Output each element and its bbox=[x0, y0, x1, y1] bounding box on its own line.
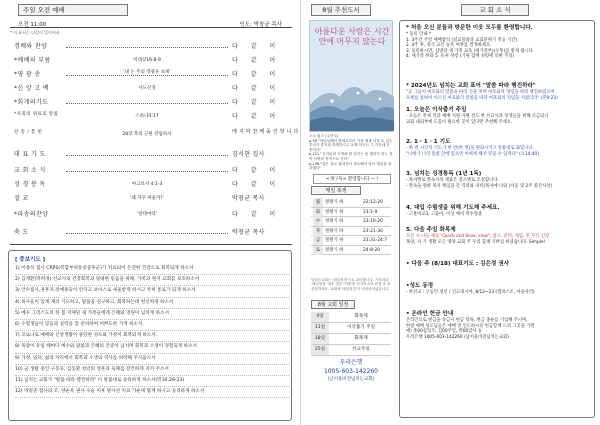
order-detail bbox=[66, 194, 228, 204]
news-heading: 교 회 소 식 bbox=[461, 4, 529, 16]
bible-chapter: 23:21-30 bbox=[363, 228, 383, 234]
standing-note: * 이 표시는 다같이 일어서서 bbox=[10, 30, 60, 35]
news-title: 3. 넘치는 성경통독 (1년 1독) bbox=[406, 171, 482, 177]
news-item bbox=[406, 261, 592, 268]
schedule-list bbox=[311, 312, 391, 356]
schedule-event: 화목제 bbox=[354, 314, 368, 319]
order-name: 경배와 찬양 bbox=[14, 43, 48, 50]
news-title: 4. 대입 수험생을 위해 기도해 주세요. bbox=[406, 205, 500, 211]
schedule-row bbox=[311, 334, 391, 345]
book-cover bbox=[309, 20, 393, 132]
news-line: - 목자별로 완독자의 제출은 장소별로 조정합니다. bbox=[406, 178, 499, 183]
news-line: 교회 내외부에 도움이 필요한 곳이 있다면 추천해 주세요. bbox=[406, 119, 513, 125]
order-responsible: 김서현 집사 bbox=[232, 151, 265, 158]
dotted-leader bbox=[66, 75, 228, 76]
order-name: *신 앙 고 백 bbox=[14, 85, 50, 92]
order-row bbox=[10, 84, 292, 94]
bible-chapter: 23:10-20 bbox=[363, 219, 383, 224]
dotted-leader bbox=[66, 103, 228, 104]
prayer-item: 6) 수험생들이 믿음과 실력을 잘 준비하여 어쁘도한 가게 하소서. bbox=[15, 320, 289, 331]
book-desc-line: 스오·홍스 (주현도) bbox=[309, 134, 339, 138]
order-detail-text: 사도신경 bbox=[135, 86, 158, 91]
order-detail-text: 역대상16:8-9 bbox=[130, 58, 164, 63]
news-line: - 오늘은 무제 일과 예배 지원 자원 전도 한 선교사과 성경들을 위해 조금되니 bbox=[406, 114, 549, 119]
dotted-leader bbox=[66, 171, 228, 172]
daily-bible-row bbox=[311, 217, 391, 227]
order-row bbox=[10, 180, 292, 190]
right-page bbox=[300, 0, 600, 425]
daily-bible-note: 넘치는교회는 '매일성경'으로 큐티합니다. 가정마다 '매일성경' 'QT' 정음 '어떻게' 자기마스터 비결 다 표 신청하세요. 교회에 '매일성경'이 비치되어있습니다. bbox=[311, 278, 391, 291]
news-item bbox=[406, 25, 592, 60]
order-responsible: 다 같 이 bbox=[232, 57, 281, 64]
order-detail bbox=[66, 56, 228, 66]
bank-name: 우리은행 bbox=[339, 359, 363, 366]
news-line: 예) 홍00십일조, 김00주일, 박00감사 등 bbox=[406, 329, 483, 335]
news-title: 1. 오늘은 이삭줍기 주일 bbox=[406, 107, 467, 113]
order-name: 축 도 bbox=[14, 229, 29, 236]
order-row bbox=[10, 166, 292, 176]
order-row bbox=[10, 210, 292, 220]
book-description bbox=[309, 134, 393, 171]
order-name: 성 경 봉 독 bbox=[14, 181, 46, 188]
news-line: 한참 예배 성도님들은 예배 전 인도하시길 헌금할께 드려 그곳을 가면 bbox=[406, 323, 535, 329]
news-line: 모신 시 나눌 새를 "Quick and Slow, slow", 참고, 준비, 게임, 전 꾸신 긴장 bbox=[406, 234, 550, 239]
daily-bible-row bbox=[311, 246, 391, 256]
daily-bible-row bbox=[311, 236, 391, 246]
order-detail bbox=[66, 130, 228, 140]
order-responsible: 다 같 이 bbox=[232, 211, 281, 218]
dotted-leader bbox=[66, 47, 228, 48]
order-row bbox=[10, 56, 292, 66]
order-responsible: 다 같 이 bbox=[232, 43, 281, 50]
church-news bbox=[399, 20, 595, 418]
order-name: 설 교 bbox=[14, 195, 29, 202]
bible-book: 열왕기 하 bbox=[325, 200, 344, 205]
order-name: 대 표 기 도 bbox=[14, 151, 46, 158]
order-detail-text: 스바냐3:17 bbox=[132, 114, 161, 119]
prayer-item: 7) 코로나로 예배와 신앙생활이 중단한 성도와 가정이 회복되게 하소서. bbox=[15, 331, 289, 342]
news-title: • 다음 주 (8/18) 대표기도 : 김은정 권사 bbox=[406, 261, 510, 267]
prayer-item: 9) 가정, 일터, 삶의 자리에서 회복과 소생의 역사를 허락해 주시옵소서 bbox=[15, 354, 289, 365]
daily-bible-row bbox=[311, 198, 391, 208]
prayer-box bbox=[8, 250, 292, 421]
news-line: 1. 3주간 주일 예배참석 (설교말씀과 교회분위기 적응 기간) bbox=[406, 37, 518, 43]
divider bbox=[10, 27, 292, 28]
books-heading: 8월 추천도서 bbox=[311, 4, 371, 16]
order-row bbox=[10, 42, 292, 52]
bible-chapter: 23:31-24:7 bbox=[363, 238, 388, 243]
schedule-row bbox=[311, 323, 391, 334]
prayer-title: [ 중보기도 ] bbox=[15, 257, 46, 263]
order-detail-text: '달테마라' bbox=[134, 212, 160, 217]
divider bbox=[10, 244, 292, 245]
order-name: *사죄의 위로의 말씀 bbox=[14, 112, 59, 117]
news-item bbox=[406, 171, 592, 189]
news-line: 목양, 사 가 생활 모든 영양 교회 주 우리 함께 기쁘심 하셨습니다. Simple! bbox=[406, 239, 546, 245]
news-item bbox=[406, 107, 592, 125]
order-row bbox=[10, 228, 292, 238]
prayer-item: 10) 군 생활 중인 구동욱, 김동환 청년의 영혼과 육체를 강건하게 지켜 주소서 bbox=[15, 365, 289, 376]
order-detail bbox=[66, 112, 228, 122]
service-leader: 인도: 박창균 목사 bbox=[239, 22, 282, 28]
news-line: 3. 등록하시면, 심방과 새 가족 교육 (새가족부)(오후)를 받게 됩니다. bbox=[406, 48, 535, 54]
schedule-date: 18일 bbox=[311, 334, 329, 344]
news-line: 4. 새가족 부와 5. 유져 성령 (기원 함께 성령에 의한 주의) bbox=[406, 54, 515, 60]
news-line: 2. 4주 후, 정식 교인 등록 여부를 결정하세요. bbox=[406, 43, 492, 49]
bible-day: 목 bbox=[313, 227, 323, 236]
daily-bible-list bbox=[311, 198, 391, 255]
daily-bible-title: 매일 복생 bbox=[311, 186, 361, 195]
news-item bbox=[406, 205, 592, 218]
order-name: 교 회 소 식 bbox=[14, 167, 46, 174]
prayer-item: 11) 넘치는 교회가 "말씀 따라 행진하라" 이 말씀대로 승리하게 하소서(민10:29-23) bbox=[15, 376, 289, 387]
dotted-leader bbox=[66, 155, 228, 156]
order-detail bbox=[66, 84, 228, 94]
news-line: 모세를 통하여 이르신 여호와의 말씀을 따라 여호와의 직임을 지켰더라" (민9:23) bbox=[406, 95, 558, 101]
service-time: 오전 11:00 bbox=[18, 22, 47, 28]
news-line: - 한 번 시간의 기도가 한 번(한 번)을 변화시키고 말씀대로 화합니다. bbox=[406, 146, 534, 151]
order-name: *영 광 송 bbox=[14, 71, 41, 78]
schedule-event: 화목제 bbox=[354, 336, 368, 341]
order-row bbox=[10, 98, 292, 108]
bible-day: 수 bbox=[313, 217, 323, 226]
bible-day: 화 bbox=[313, 208, 323, 217]
order-name: *예배의 부름 bbox=[14, 57, 51, 64]
schedule-event: 선교주일 bbox=[352, 347, 370, 352]
schedule-row bbox=[311, 345, 391, 356]
order-responsible: 다 같 이 bbox=[232, 181, 281, 188]
book-desc-line: p.196 "살은 살로 잘라준다 중요해서 살아 계십을 알 하였다" bbox=[309, 161, 392, 171]
news-item bbox=[406, 83, 592, 101]
order-row bbox=[10, 194, 292, 204]
order-responsible: 박창균 목사 bbox=[232, 229, 265, 236]
book-caption: <재구독> 환영합니다 ~ ! bbox=[313, 174, 391, 184]
schedule-row bbox=[311, 312, 391, 323]
daily-bible-row bbox=[311, 208, 391, 218]
prayer-item: 2) 김재환(박희정) 선교사의 건강회복과 당대한 믿음을 위해, 가족과 현지 교회를 보호하소서 bbox=[15, 275, 289, 286]
dotted-leader bbox=[66, 233, 228, 234]
order-responsible: 다 같 이 bbox=[232, 99, 281, 106]
bible-chapter: 22:12-20 bbox=[363, 200, 383, 205]
news-line: "너희가 너의 말씀 안에 있으면 어찌게 해서 믿을 수 있게다" (요14:40) bbox=[406, 151, 539, 157]
daily-bible-row bbox=[311, 227, 391, 237]
prayer-item: 12) 박길준 집사의 모, 양순옥 권사 수술 이후 방사선 치료 가운데 함께 하시고 승리하게 하소서 bbox=[15, 387, 289, 398]
news-item bbox=[406, 283, 592, 296]
order-name: 찬 송 / 봉 헌 bbox=[14, 130, 43, 135]
wave-illustration bbox=[310, 75, 394, 131]
bible-chapter: 24:8-20 bbox=[363, 247, 381, 253]
order-detail bbox=[66, 70, 228, 75]
order-name: *회개의기도 bbox=[14, 99, 49, 106]
news-title: 5. 다음 주일 화목제 bbox=[406, 227, 456, 233]
book-desc-line: p.58 "하나님께서 창세로부터 가장 영광 다울 수 있는 우리가 즐거워 하게하시고 교제 하시는 그 가운데 순종이다" bbox=[309, 138, 393, 152]
news-line: * 등록 안내 * bbox=[406, 32, 431, 37]
order-name: *파송의찬양 bbox=[14, 211, 49, 218]
bible-day: 금 bbox=[313, 236, 323, 245]
order-detail-text: 야고보서 4:1-3 bbox=[129, 182, 166, 187]
news-title: • 온라인 헌금 안내 bbox=[406, 311, 454, 317]
prayer-item: 8) 목장이 유일 때마다 예수와 말씀과 은혜의 간증이 넘치며 회복과 소생이 경험되게 하소서 bbox=[15, 342, 289, 353]
prayer-item: 4) 목사들이 있게 계리 기도하고, 말씀을 연구하고, 회복하는데 헌신하게 하소서 bbox=[15, 298, 289, 309]
order-row bbox=[10, 112, 292, 122]
news-line: 우리은행 1005-603-142260 (남서울비전넘치는교회) bbox=[406, 334, 509, 340]
news-title: * 처음 오신 분들과 방문한 이웃 모두를 환영합니다. bbox=[406, 25, 533, 31]
schedule-date: 4일 bbox=[311, 312, 329, 322]
worship-title: 주일 오전 예배 bbox=[18, 4, 128, 16]
bible-book: 열왕기 하 bbox=[325, 247, 344, 253]
news-item bbox=[406, 311, 592, 340]
prayer-item: 5) 예수 그리스도의 한 몸 지체된 새 가족들에게 은혜와 영원이 넘치게 하소서 bbox=[15, 309, 289, 320]
order-detail-text: '왜 자꾸 싸울까?' bbox=[127, 196, 167, 201]
order-responsible: 다 같 이 bbox=[232, 85, 281, 92]
schedule-event: 이삭줍기 주일 bbox=[346, 325, 376, 330]
order-row bbox=[10, 129, 299, 140]
order-responsible: 매 지 막 찬 께 돌 린 학 니 다 bbox=[232, 129, 299, 135]
bank-account: 1005-603-142260 bbox=[324, 368, 378, 375]
news-item bbox=[406, 139, 592, 157]
order-detail-text: '내 논 주의 영광을 보세' bbox=[120, 70, 173, 75]
order-row bbox=[10, 70, 292, 80]
order-detail-text: 28장 복의 근원 강림하사 bbox=[119, 132, 174, 137]
book-title: 아름다운 사람은 시간 안에 머무지 않는다 bbox=[314, 27, 390, 46]
order-responsible: 박창균 목사 bbox=[232, 195, 265, 202]
news-line: 온라인으로 헌금을 송금시 헌금 항목, 헌금 종류를 기입해 주시며, bbox=[406, 318, 528, 323]
news-item bbox=[406, 227, 592, 245]
bible-chapter: 23:1-9 bbox=[363, 209, 378, 215]
bible-book: 열왕기 하 bbox=[325, 228, 344, 234]
bible-book: 열왕기 하 bbox=[325, 219, 344, 224]
bible-day: 토 bbox=[313, 246, 323, 255]
bible-book: 열왕기 하 bbox=[325, 209, 344, 215]
bible-book: 열왕기 하 bbox=[325, 238, 344, 243]
book-desc-line: p.121 "우리들의 사역을 잘 섬기는 동 행자가 되는 것이 사역의 목적으로 산다" bbox=[309, 152, 393, 161]
order-detail bbox=[66, 180, 228, 190]
prayer-list bbox=[15, 264, 289, 398]
news-line: - 고훈비교3, 고윤아, 이상 예비 박수영중 bbox=[406, 212, 483, 217]
news-line: - 완독을 원하 목자 책임을 간 격려와 파티(목자에 나와 (서울 및 2주 중간사상) bbox=[406, 183, 553, 189]
news-title: •성도 동정 bbox=[406, 283, 434, 289]
order-row bbox=[10, 150, 292, 160]
prayer-item: 3) 안수집사,권후자,장애종들이 안디고 보아스로 세울받게 하시고 특히 통로가 되게 하소서 bbox=[15, 286, 289, 297]
news-title: * 2024년도 넘치는 교회 표어 "말씀 따라 행진하라" bbox=[406, 83, 536, 89]
order-responsible: 다 같 이 bbox=[232, 71, 281, 78]
schedule-date: 11일 bbox=[311, 323, 329, 333]
order-detail bbox=[66, 210, 228, 220]
prayer-item: 1) 이종석 집사 CRPS(복합부위통증증후군)가 치료되어 온전한 건강으로 회복되게 하소서 bbox=[15, 264, 289, 275]
bible-day: 월 bbox=[313, 198, 323, 207]
news-line: "곧 그들이 여호와의 말씀을 따라 진을 치며 여호와의 명령을 따라 행진하였으며 bbox=[406, 90, 555, 95]
news-title: 2. 1 · 1 · 1 기도 bbox=[406, 139, 451, 145]
schedule-date: 25일 bbox=[311, 345, 329, 355]
bank-info bbox=[311, 358, 391, 383]
bank-holder: (남서울비전넘치는교회) bbox=[327, 377, 375, 382]
order-responsible: 다 같 이 bbox=[232, 113, 281, 120]
news-line: - 한선교 : 구동민 청년 / 인도네시아, 8/12~23 (캠퍼스조, 마을사역) bbox=[406, 290, 535, 295]
order-responsible: 다 같 이 bbox=[232, 167, 281, 174]
schedule-title: 8월 교회 일정 bbox=[311, 300, 355, 309]
